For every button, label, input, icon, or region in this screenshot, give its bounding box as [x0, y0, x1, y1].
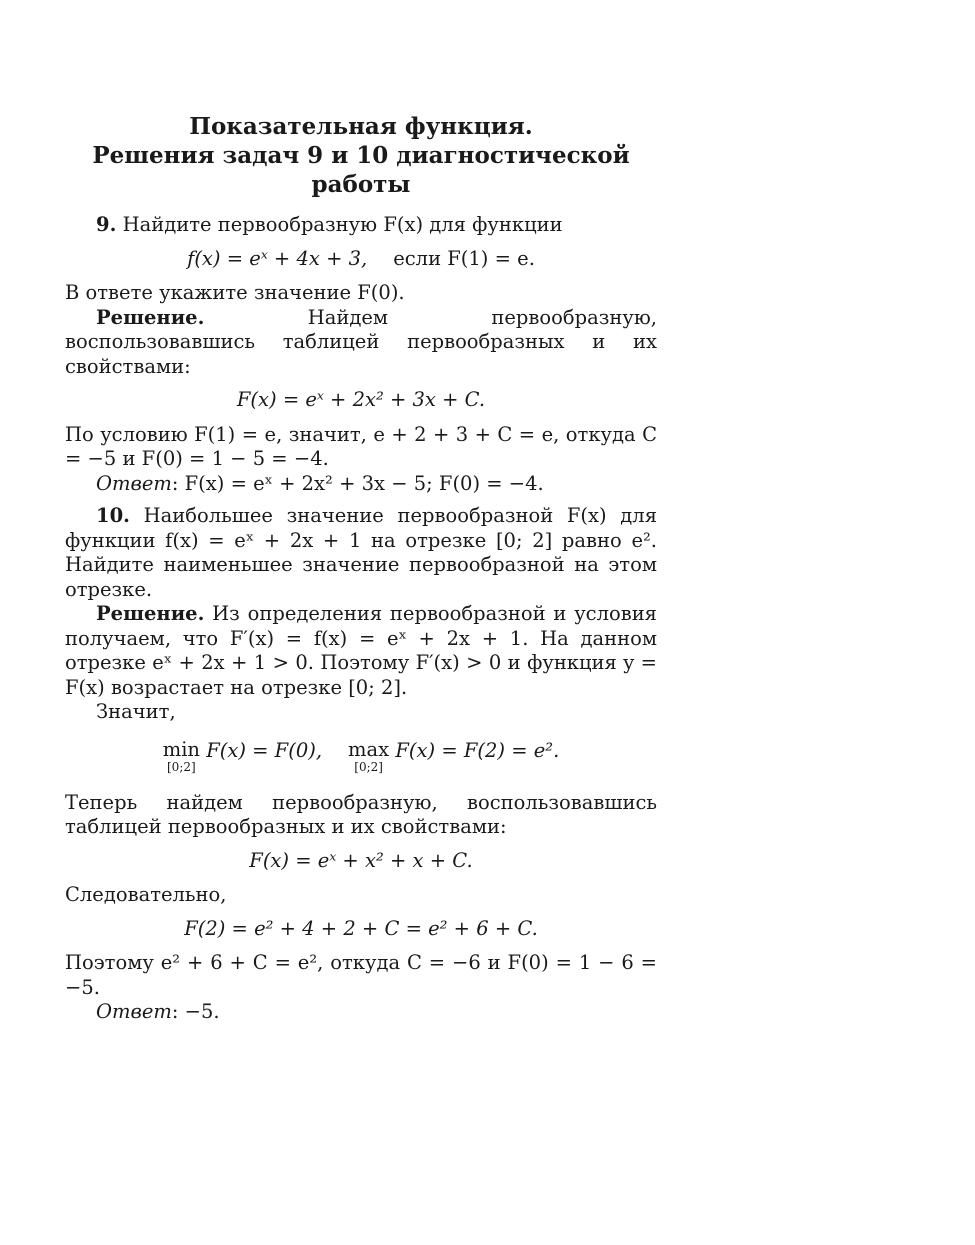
problem-9-number: 9.	[96, 213, 117, 236]
title-line-2: Решения задач 9 и 10 диагностической работы	[92, 142, 630, 198]
problem-10-statement	[65, 504, 657, 602]
solution-text: Найдем первообразную, воспользовавшись таблицей первообразных и их свойствами:	[65, 305, 657, 378]
title-line-1: Показательная функция.	[189, 113, 533, 140]
max-expression: F(x) = F(2) = e².	[395, 738, 560, 762]
document-page	[65, 112, 657, 1025]
function-condition: если F(1) = e.	[393, 246, 535, 270]
answer-label: Ответ	[96, 471, 172, 495]
problem-10-now-find: Теперь найдем первообразную, воспользовавшись таблицей первообразных и их свойствами:	[65, 790, 657, 838]
problem-9-statement	[65, 213, 657, 238]
answer-label: Ответ	[96, 1000, 172, 1023]
problem-9-derivation: По условию F(1) = e, значит, e + 2 + 3 + C = e, откуда C = −5 и F(0) = 1 − 5 = −4.	[65, 422, 657, 470]
max-operator: max [0;2]	[348, 737, 390, 774]
problem-9-request: В ответе укажите значение F(0).	[65, 281, 405, 304]
solution-label: Решение.	[96, 602, 205, 625]
solution-label: Решение.	[96, 305, 205, 329]
min-interval: [0;2]	[167, 759, 196, 774]
problem-9-function-equation	[65, 247, 657, 272]
problem-10-value-at-2: F(2) = e² + 4 + 2 + C = e² + 6 + C.	[184, 916, 538, 940]
min-expression: F(x) = F(0),	[206, 738, 323, 762]
answer-text: : F(x) = eˣ + 2x² + 3x − 5; F(0) = −4.	[171, 471, 544, 495]
problem-10-solution	[65, 602, 657, 700]
problem-9-antiderivative: F(x) = eˣ + 2x² + 3x + C.	[236, 388, 486, 411]
problem-10-number: 10.	[96, 504, 130, 527]
problem-10-minmax-equation	[65, 739, 657, 773]
problem-10-conclusion: Поэтому e² + 6 + C = e², откуда C = −6 и F(0) = 1 − 6 = −5.	[65, 951, 657, 999]
problem-10-text: Наибольшее значение первообразной F(x) для функции f(x) = eˣ + 2x + 1 на отрезке [0; 2] равно e². Найдите наименьшее значение первообразной на этом отрезке.	[65, 504, 657, 601]
problem-10-therefore: Значит,	[96, 700, 176, 723]
problem-10-answer	[65, 1000, 657, 1025]
answer-text: : −5.	[171, 1000, 220, 1023]
page-title	[65, 112, 657, 199]
problem-10-consequently: Следовательно,	[65, 883, 227, 906]
problem-9-solution	[65, 306, 657, 380]
max-interval: [0;2]	[354, 759, 383, 774]
problem-9-text: Найдите первообразную F(x) для функции	[122, 213, 563, 236]
solution-text: Из определения первообразной и условия получаем, что F′(x) = f(x) = eˣ + 2x + 1. На данном отрезке eˣ + 2x + 1 > 0. Поэтому F′(x) > 0 и функция y = F(x) возрастает на отрезке [0; 2].	[65, 602, 657, 699]
min-operator: min [0;2]	[162, 737, 200, 774]
function-formula: f(x) = eˣ + 4x + 3,	[187, 246, 368, 270]
problem-10-antiderivative: F(x) = eˣ + x² + x + C.	[249, 848, 473, 872]
problem-9-answer	[65, 472, 657, 497]
